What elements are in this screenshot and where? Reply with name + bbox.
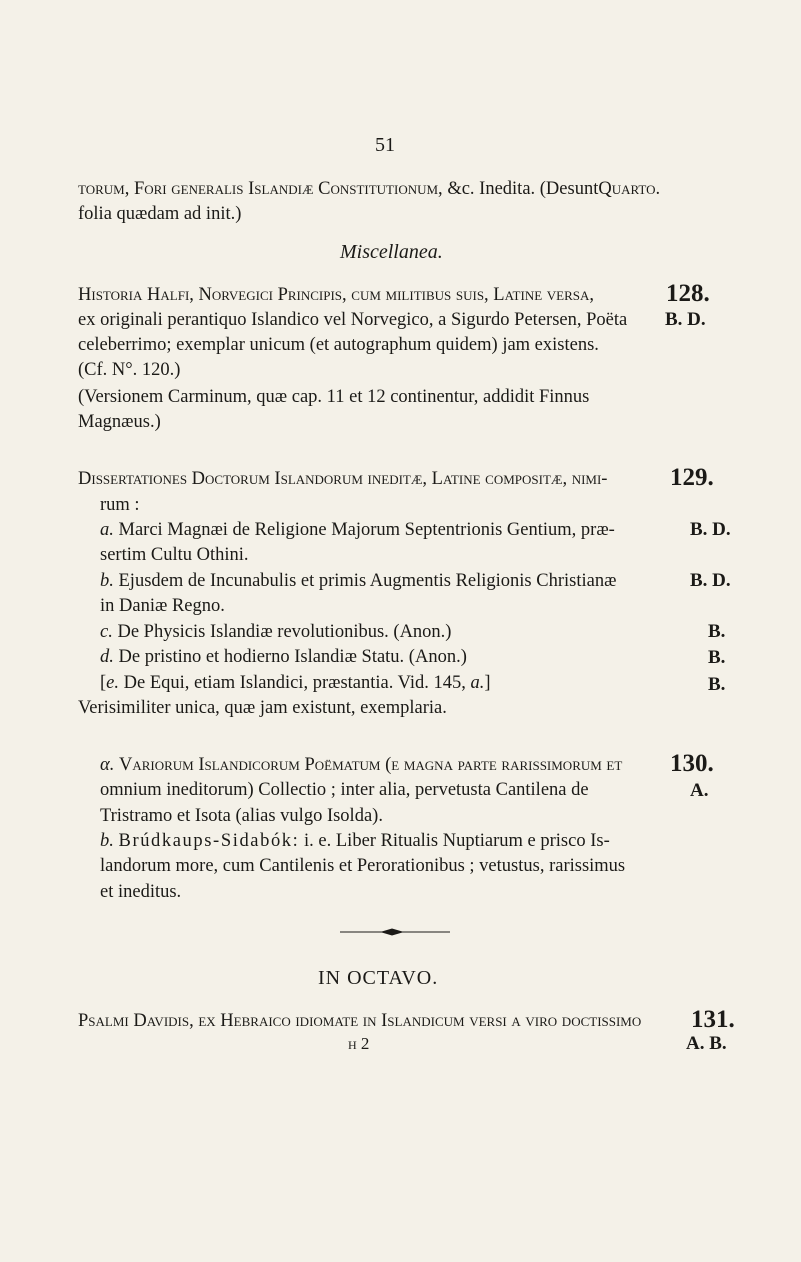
item-d (100, 646, 467, 668)
entry-128-line-6: Magnæus.) (78, 412, 161, 432)
entry-130-b-line-2: landorum more, cum Cantilenis et Perorationibus ; vetustus, rarissimus (100, 856, 626, 876)
item-e-letter: e. (106, 673, 120, 693)
item-a-text: Marci Magnæi de Religione Majorum Septentrionis Gentium, præ- (118, 520, 615, 540)
intro-line-1-rest: &c. Inedita. (Desunt (447, 179, 599, 199)
item-d-text: De pristino et hodierno Islandiæ Statu. (Anon.) (118, 647, 467, 667)
item-a (100, 519, 615, 541)
item-a-mark: B. D. (690, 519, 731, 540)
entry-130-a-text: Variorum Islandicorum Poëmatum (e magna parte rarissimorum et (118, 755, 623, 775)
item-a-letter: a. (100, 520, 114, 540)
entry-129-line-2: rum : (100, 495, 140, 515)
item-e-open-bracket: [ (100, 673, 107, 693)
item-e-text: De Equi, etiam Islandici, præstantia. Vid. 145, (123, 673, 466, 693)
section-heading: Miscellanea. (340, 241, 443, 263)
entry-128-number: 128. (666, 280, 710, 307)
entry-130-a-letter: α. (100, 755, 115, 775)
item-c-text: De Physicis Islandiæ revolutionibus. (Anon.) (117, 622, 452, 642)
entry-130-b-line-3: et ineditus. (100, 882, 182, 902)
item-a-cont: sertim Cultu Othini. (100, 545, 249, 565)
entry-129-line-1: Dissertationes Doctorum Islandorum ineditæ, Latine compositæ, nimi- (78, 469, 608, 489)
page-number: 51 (375, 134, 395, 156)
entry-130-b-line-1 (100, 830, 610, 852)
entry-129-note: Verisimiliter unica, quæ jam existunt, exemplaria. (78, 698, 447, 718)
item-e (100, 672, 491, 694)
entry-130-a-line-1 (100, 754, 622, 776)
item-b-cont: in Daniæ Regno. (100, 596, 225, 616)
entry-130-b-rest: i. e. Liber Ritualis Nuptiarum e prisco Is- (304, 831, 610, 851)
ornament-divider (340, 927, 450, 937)
entry-128-mark: B. D. (665, 309, 706, 330)
item-b-text: Ejusdem de Incunabulis et primis Augmentis Religionis Christianæ (118, 571, 617, 591)
item-e-ref: a. (470, 673, 485, 693)
intro-line-1 (78, 178, 660, 200)
octavo-heading: IN OCTAVO. (318, 967, 439, 989)
entry-131-number: 131. (691, 1006, 735, 1033)
item-c-letter: c. (100, 622, 113, 642)
entry-129-number: 129. (670, 464, 714, 491)
item-b-mark: B. D. (690, 570, 731, 591)
entry-128-line-1: Historia Halfi, Norvegici Principis, cum militibus suis, Latine versa, (78, 285, 595, 305)
entry-128-line-4: (Cf. N°. 120.) (78, 360, 181, 380)
intro-line-1-text: torum, Fori generalis Islandiæ Constitutionum, (78, 179, 443, 199)
entry-128-line-2: ex originali perantiquo Islandico vel Norvegico, a Sigurdo Petersen, Poëta (78, 310, 628, 330)
entry-130-number: 130. (670, 750, 714, 777)
entry-128-line-5: (Versionem Carminum, quæ cap. 11 et 12 continentur, addidit Finnus (78, 387, 590, 407)
item-e-close-bracket: ] (484, 673, 491, 693)
entry-130-b-title: Brúdkaups-Sidabók: (118, 831, 300, 851)
item-b (100, 570, 616, 592)
intro-line-2: folia quædam ad init.) (78, 204, 242, 224)
entry-131-mark: A. B. (686, 1033, 727, 1054)
item-c-mark: B. (708, 621, 726, 642)
entry-130-a-line-2: omnium ineditorum) Collectio ; inter alia, pervetusta Cantilena de (100, 780, 589, 800)
item-b-letter: b. (100, 571, 114, 591)
signature-mark: h 2 (348, 1034, 370, 1053)
item-e-mark: B. (708, 674, 726, 695)
entry-131-line: Psalmi Davidis, ex Hebraico idiomate in Islandicum versi a viro doctissimo (78, 1011, 642, 1031)
entry-128-line-3: celeberrimo; exemplar unicum (et autographum quidem) jam existens. (78, 335, 599, 355)
entry-130-b-letter: b. (100, 831, 114, 851)
item-c (100, 621, 451, 643)
quarto-label: Quarto. (598, 179, 661, 199)
entry-130-mark: A. (690, 780, 709, 801)
item-d-mark: B. (708, 647, 726, 668)
item-d-letter: d. (100, 647, 114, 667)
entry-130-a-line-3: Tristramo et Isota (alias vulgo Isolda). (100, 806, 383, 826)
